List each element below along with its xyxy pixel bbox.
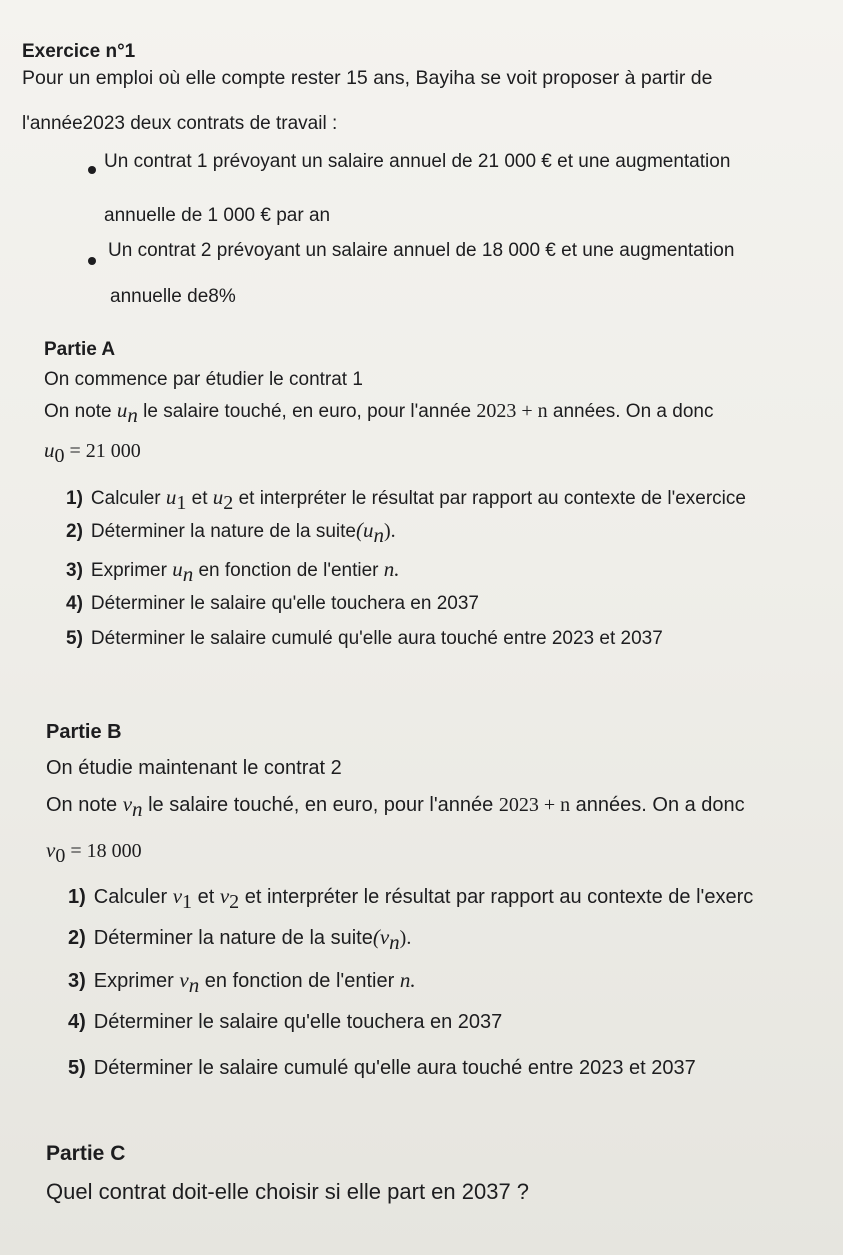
partA-heading: Partie A <box>44 339 116 360</box>
partB-heading: Partie B <box>46 721 122 743</box>
partB-question-3: 3) Exprimer $v_n$ en fonction de l'entier n. <box>68 968 416 997</box>
partB-question-5: 5) Déterminer le salaire cumulé qu'elle aura touché entre 2023 et 2037 <box>68 1057 696 1079</box>
partA-initial-value: $u_0 = 21$ 000 <box>44 438 141 467</box>
partB-line-2: On note $v_n$ le salaire touché, en euro, pour l'année 2023 + n années. On a donc <box>46 792 745 821</box>
partA-question-2: 2) Déterminer la nature de la $suite(u_n)$. <box>66 518 396 547</box>
partA-line-2: On note $u_n$ le salaire touché, en euro, pour l'année 2023 + n années. On a donc <box>44 398 714 427</box>
partB-initial-value: $v_0 = 18$ 000 <box>46 838 142 867</box>
intro-line-2: l'année2023 deux contrats de travail : <box>22 113 338 134</box>
partA-question-1: 1) Calculer $u_1$ et $u_2$ et interpréter le résultat par rapport au contexte de l'exercice <box>66 485 746 514</box>
intro-line-1: Pour un emploi où elle compte rester 15 ans, Bayiha se voit proposer à partir de <box>22 67 713 89</box>
bullet-marker-1 <box>88 166 96 174</box>
partB-question-2: 2) Déterminer la nature de la $suite(v_n)$. <box>68 925 412 954</box>
bullet-marker-2 <box>88 257 96 265</box>
partB-line-1: On étudie maintenant le contrat 2 <box>46 757 342 779</box>
bullet-2-line-1: Un contrat 2 prévoyant un salaire annuel de 18 000 € et une augmentation <box>108 240 735 261</box>
bullet-2-line-2: annuelle de8% <box>110 286 236 307</box>
partC-heading: Partie C <box>46 1142 126 1165</box>
partB-question-1: 1) Calculer $v_1$ et $v_2$ et interpréter le résultat par rapport au contexte de l'exerc <box>68 884 754 913</box>
partB-question-4: 4) Déterminer le salaire qu'elle touchera en 2037 <box>68 1011 503 1033</box>
partA-question-4: 4) Déterminer le salaire qu'elle touchera en 2037 <box>66 593 479 614</box>
partA-question-5: 5) Déterminer le salaire cumulé qu'elle aura touché entre 2023 et 2037 <box>66 628 663 649</box>
exercise-title: Exercice n°1 <box>22 41 136 62</box>
partA-question-3: 3) Exprimer $u_n$ en fonction de l'entier n. <box>66 557 400 586</box>
partA-line-1: On commence par étudier le contrat 1 <box>44 369 363 390</box>
bullet-1-line-2: annuelle de 1 000 € par an <box>104 205 331 226</box>
bullet-1-line-1: Un contrat 1 prévoyant un salaire annuel de 21 000 € et une augmentation <box>104 151 731 172</box>
partC-question: Quel contrat doit-elle choisir si elle part en 2037 ? <box>46 1179 530 1204</box>
